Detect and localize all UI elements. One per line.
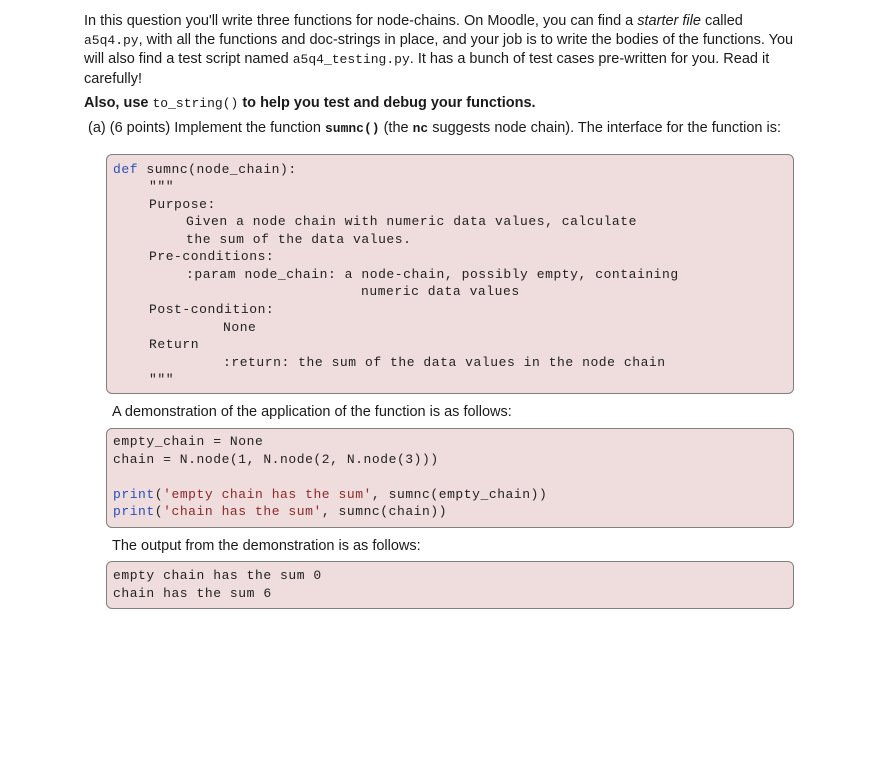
- output-line: chain has the sum 6: [113, 586, 272, 601]
- part-text: (6 points) Implement the function: [109, 119, 325, 136]
- string-literal: 'empty chain has the sum': [163, 487, 372, 502]
- code-line: None: [223, 320, 257, 335]
- demo-caption: A demonstration of the application of the function is as follows:: [112, 404, 512, 420]
- part-text: suggests node chain). The interface for the function is:: [428, 119, 782, 136]
- part-a-description: [84, 119, 794, 139]
- def-keyword: def: [113, 162, 139, 177]
- to-string-code: to_string(): [152, 96, 239, 111]
- intro-text: , with all the functions and doc-strings in place, and your job is to write the bodies of the functions. You will also find a test script named: [84, 31, 794, 67]
- code-line: the sum of the data values.: [186, 232, 412, 247]
- string-literal: 'chain has the sum': [163, 504, 322, 519]
- test-file-name-code: a5q4_testing.py: [292, 52, 410, 67]
- code-line: [113, 161, 297, 178]
- code-line: numeric data values: [361, 284, 520, 299]
- code-line: empty_chain = None: [113, 434, 264, 449]
- code-line: Purpose:: [149, 197, 216, 212]
- starter-file-emphasis: starter file: [637, 13, 701, 29]
- question-text: [84, 0, 794, 138]
- sumnc-code: sumnc(): [324, 120, 380, 136]
- code-line: Return: [149, 337, 200, 352]
- code-line: [113, 503, 447, 520]
- intro-text: . It has a bunch of test cases pre-written for you. Read it carefully!: [84, 51, 770, 87]
- hint-text: Also, use: [84, 95, 153, 111]
- intro-text: called: [700, 13, 743, 29]
- code-text: (: [154, 487, 164, 502]
- code-line: Pre-conditions:: [149, 249, 275, 264]
- code-line: :return: the sum of the data values in the node chain: [223, 355, 666, 370]
- part-label: (a): [88, 119, 106, 136]
- code-text: , sumnc(empty_chain)): [371, 487, 548, 502]
- output-line: empty chain has the sum 0: [113, 568, 322, 583]
- output-code-box: [106, 561, 794, 609]
- code-text: (: [154, 504, 164, 519]
- part-text: (the: [379, 119, 413, 136]
- code-line: Given a node chain with numeric data values, calculate: [186, 214, 637, 229]
- demo-code-box: [106, 428, 794, 528]
- intro-paragraph: [84, 12, 794, 88]
- code-line: :param node_chain: a node-chain, possibly empty, containing: [186, 267, 679, 282]
- code-text: , sumnc(chain)): [321, 504, 448, 519]
- print-keyword: print: [113, 504, 155, 519]
- interface-code-box: [106, 154, 794, 394]
- file-name-code: a5q4.py: [84, 32, 139, 48]
- debug-hint: [84, 94, 794, 114]
- output-caption: The output from the demonstration is as follows:: [112, 538, 421, 554]
- docstring-open: """: [149, 179, 175, 194]
- docstring-close: """: [149, 372, 175, 387]
- intro-text: In this question you'll write three functions for node-chains. On Moodle, you can find a: [84, 13, 638, 29]
- code-line: [113, 486, 547, 503]
- hint-text: to help you test and debug your functions.: [238, 95, 536, 111]
- code-text: sumnc(node_chain):: [138, 162, 297, 177]
- print-keyword: print: [113, 487, 155, 502]
- nc-code: nc: [412, 120, 429, 136]
- code-line: chain = N.node(1, N.node(2, N.node(3))): [113, 452, 439, 467]
- code-line: Post-condition:: [149, 302, 275, 317]
